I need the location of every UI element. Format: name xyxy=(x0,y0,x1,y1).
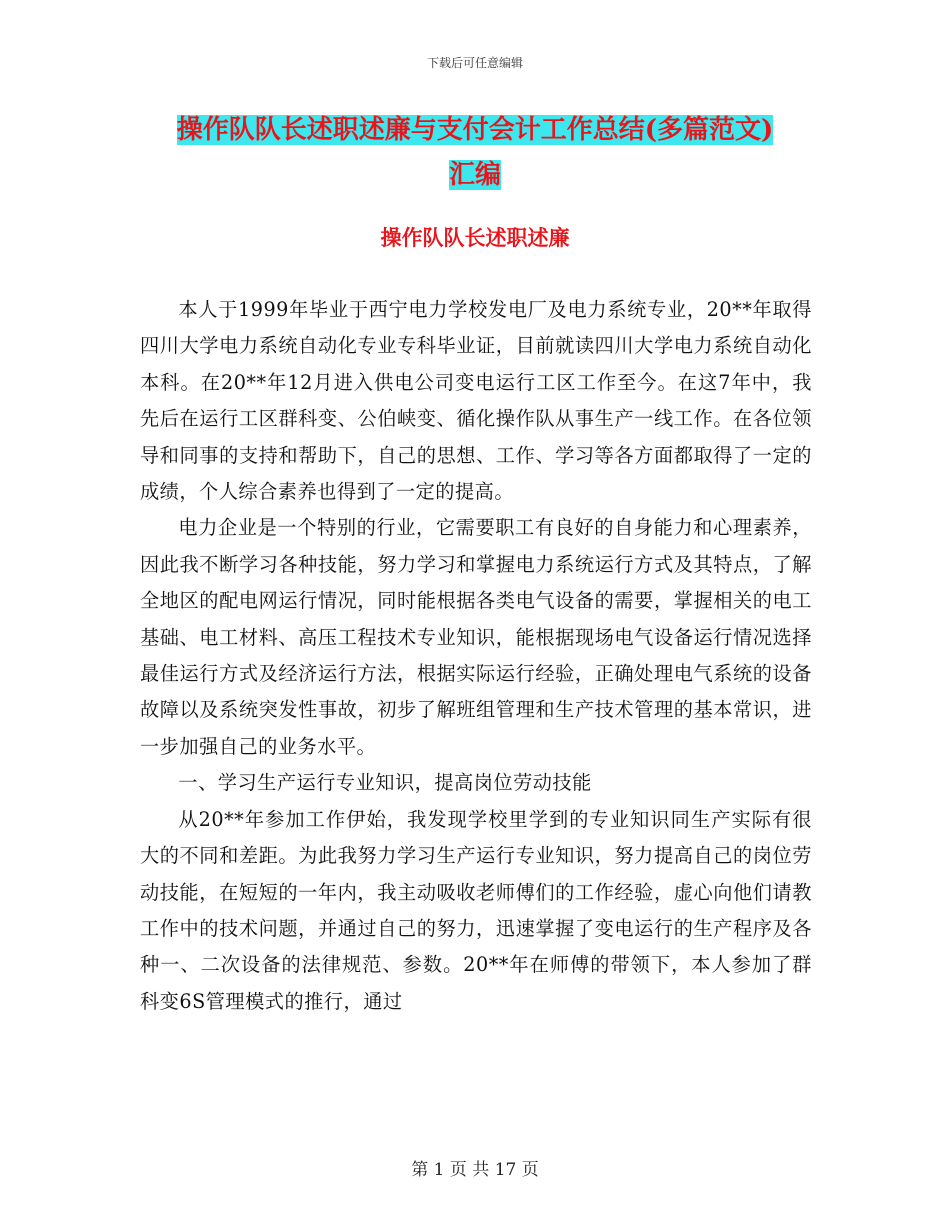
paragraph-2: 电力企业是一个特别的行业，它需要职工有良好的自身能力和心理素养，因此我不断学习各种技能，努力学习和掌握电力系统运行方式及其特点，了解全地区的配电网运行情况，同时能根据各类电气设备的需要，掌握相关的电工基础、电工材料、高压工程技术专业知识，能根据现场电气设备运行情况选择最佳运行方式及经济运行方法，根据实际运行经验，正确处理电气系统的设备故障以及系统突发性事故，初步了解班组管理和生产技术管理的基本常识，进一步加强自己的业务水平。 xyxy=(140,516,812,758)
paragraph-1: 本人于1999年毕业于西宁电力学校发电厂及电力系统专业，20**年取得四川大学电力系统自动化专业专科毕业证，目前就读四川大学电力系统自动化本科。在20**年12月进入供电公司变电运行工区工作至今。在这7年中，我先后在运行工区群科变、公伯峡变、循化操作队从事生产一线工作。在各位领导和同事的支持和帮助下，自己的思想、工作、学习等各方面都取得了一定的成绩，个人综合素养也得到了一定的提高。 xyxy=(140,298,812,504)
paragraph-3: 从20**年参加工作伊始，我发现学校里学到的专业知识同生产实际有很大的不同和差距。为此我努力学习生产运行专业知识，努力提高自己的岗位劳动技能，在短短的一年内，我主动吸收老师傅们的工作经验，虚心向他们请教工作中的技术问题，并通过自己的努力，迅速掌握了变电运行的生产程序及各种一、二次设备的法律规范、参数。20**年在师傅的带领下，本人参加了群科变6S管理模式的推行，通过 xyxy=(140,807,812,1013)
document-title-line-1: 操作队队长述职述廉与支付会计工作总结(多篇范文) xyxy=(176,115,774,145)
page-number-footer: 第 1 页 共 17 页 xyxy=(411,1160,539,1180)
subheading-1: 一、学习生产运行专业知识，提高岗位劳动技能 xyxy=(178,771,592,795)
document-title-line-2: 汇编 xyxy=(448,160,501,190)
document-body xyxy=(140,292,812,1020)
document-title xyxy=(150,108,800,198)
header-note: 下载后可任意编辑 xyxy=(426,56,523,70)
section-title: 操作队队长述职述廉 xyxy=(380,225,570,250)
